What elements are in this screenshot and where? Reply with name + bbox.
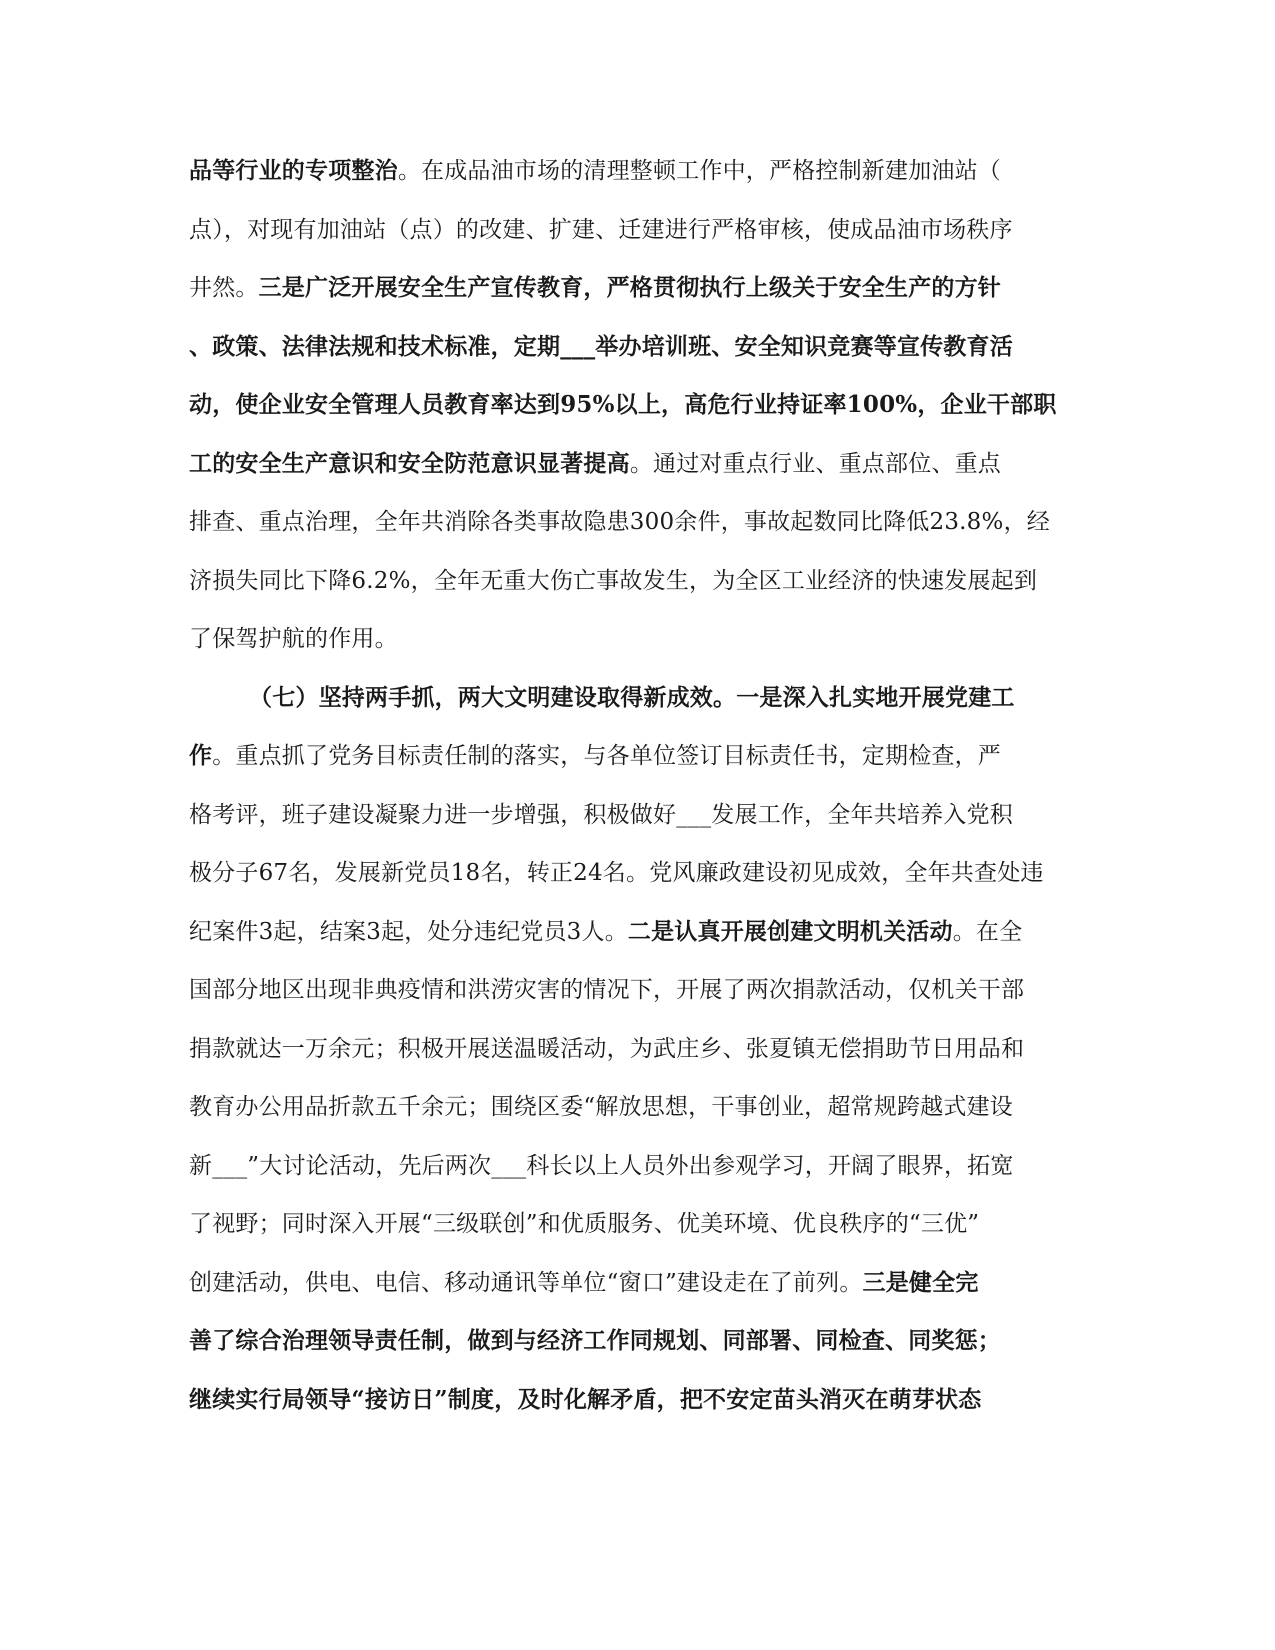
text-run: 。通过对重点行业、重点部位、重点 — [629, 450, 1002, 477]
text-run: 格考评，班子建设凝聚力进一步增强，积极做好___发展工作，全年共培养入党积 — [189, 801, 1013, 828]
text-run: 了保驾护航的作用。 — [189, 626, 398, 652]
text-line — [189, 903, 1089, 962]
text-line — [189, 318, 1089, 377]
text-run-bold: 工的安全生产意识和安全防范意识显著提高 — [189, 449, 630, 477]
text-line — [189, 142, 1089, 201]
text-run-bold: 继续实行局领导“接访日”制度，及时化解矛盾，把不安定苗头消灭在萌芽状态 — [189, 1385, 982, 1413]
text-line — [189, 961, 1089, 1020]
text-run-bold: 三是广泛开展安全生产宣传教育，严格贯彻执行上级关于安全生产的方针 — [258, 274, 1002, 301]
text-run: 。重点抓了党务目标责任制的落实，与各单位签订目标责任书，定期检查，严 — [212, 743, 1002, 769]
text-run: 排查、重点治理，全年共消除各类事故隐患300余件，事故起数同比降低23.8%，经 — [189, 509, 1050, 535]
text-run: 。在成品油市场的清理整顿工作中，严格控制新建加油站（ — [397, 158, 1002, 184]
text-line — [189, 786, 1089, 845]
text-run-bold: 品等行业的专项整治 — [189, 157, 398, 184]
text-line — [189, 493, 1089, 552]
text-run-bold: 作 — [189, 742, 213, 769]
text-run: 极分子67名，发展新党员18名，转正24名。党风廉政建设初见成效，全年共查处违 — [189, 860, 1044, 886]
text-line — [189, 1371, 1089, 1430]
text-line — [189, 610, 1089, 669]
text-run-bold: 三是健全完 — [862, 1268, 979, 1296]
text-run: 。在全 — [952, 918, 1023, 945]
text-line — [189, 727, 1089, 786]
document-body — [189, 142, 1089, 1429]
text-line — [189, 1020, 1089, 1079]
text-run: 教育办公用品折款五千余元；围绕区委“解放思想，干事创业，超常规跨越式建设 — [189, 1094, 1013, 1120]
text-line — [189, 844, 1089, 903]
section-heading-line — [189, 669, 1089, 728]
text-line — [189, 1195, 1089, 1254]
text-line — [189, 1137, 1089, 1196]
text-run-bold: 、政策、法律法规和技术标准，定期___举办培训班、安全知识竞赛等宣传教育活 — [189, 332, 1013, 360]
text-run: 了视野；同时深入开展“三级联创”和优质服务、优美环境、优良秩序的“三优” — [189, 1211, 980, 1237]
text-run: 井然。 — [189, 275, 259, 301]
text-run: 捐款就达一万余元；积极开展送温暖活动，为武庄乡、张夏镇无偿捐助节日用品和 — [189, 1035, 1025, 1062]
text-run-bold: 二是认真开展创建文明机关活动 — [627, 917, 953, 945]
text-line — [189, 1312, 1089, 1371]
text-run: 创建活动，供电、电信、移动通讯等单位“窗口”建设走在了前列。 — [189, 1269, 863, 1296]
text-line — [189, 1078, 1089, 1137]
text-line — [189, 1254, 1089, 1313]
text-line — [189, 259, 1089, 318]
text-line — [189, 376, 1089, 435]
text-line — [189, 552, 1089, 611]
text-run: 新___”大讨论活动，先后两次___科长以上人员外出参观学习，开阔了眼界，拓宽 — [189, 1152, 1014, 1179]
text-run: 点），对现有加油站（点）的改建、扩建、迁建进行严格审核，使成品油市场秩序 — [189, 216, 1013, 243]
text-run: 济损失同比下降6.2%，全年无重大伤亡事故发生，为全区工业经济的快速发展起到 — [189, 567, 1038, 594]
text-line — [189, 435, 1089, 494]
text-run: 国部分地区出现非典疫情和洪涝灾害的情况下，开展了两次捐款活动，仅机关干部 — [189, 977, 1025, 1003]
text-run: 纪案件3起，结案3起，处分违纪党员3人。 — [189, 918, 628, 945]
text-line — [189, 201, 1089, 260]
text-run-bold: 善了综合治理领导责任制，做到与经济工作同规划、同部署、同检查、同奖惩； — [189, 1327, 1001, 1354]
text-run-bold: 动，使企业安全管理人员教育率达到95%以上，高危行业持证率100%，企业干部职 — [189, 391, 1057, 418]
text-run-bold: （七）坚持两手抓，两大文明建设取得新成效。一是深入扎实地开展党建工 — [249, 683, 1015, 711]
